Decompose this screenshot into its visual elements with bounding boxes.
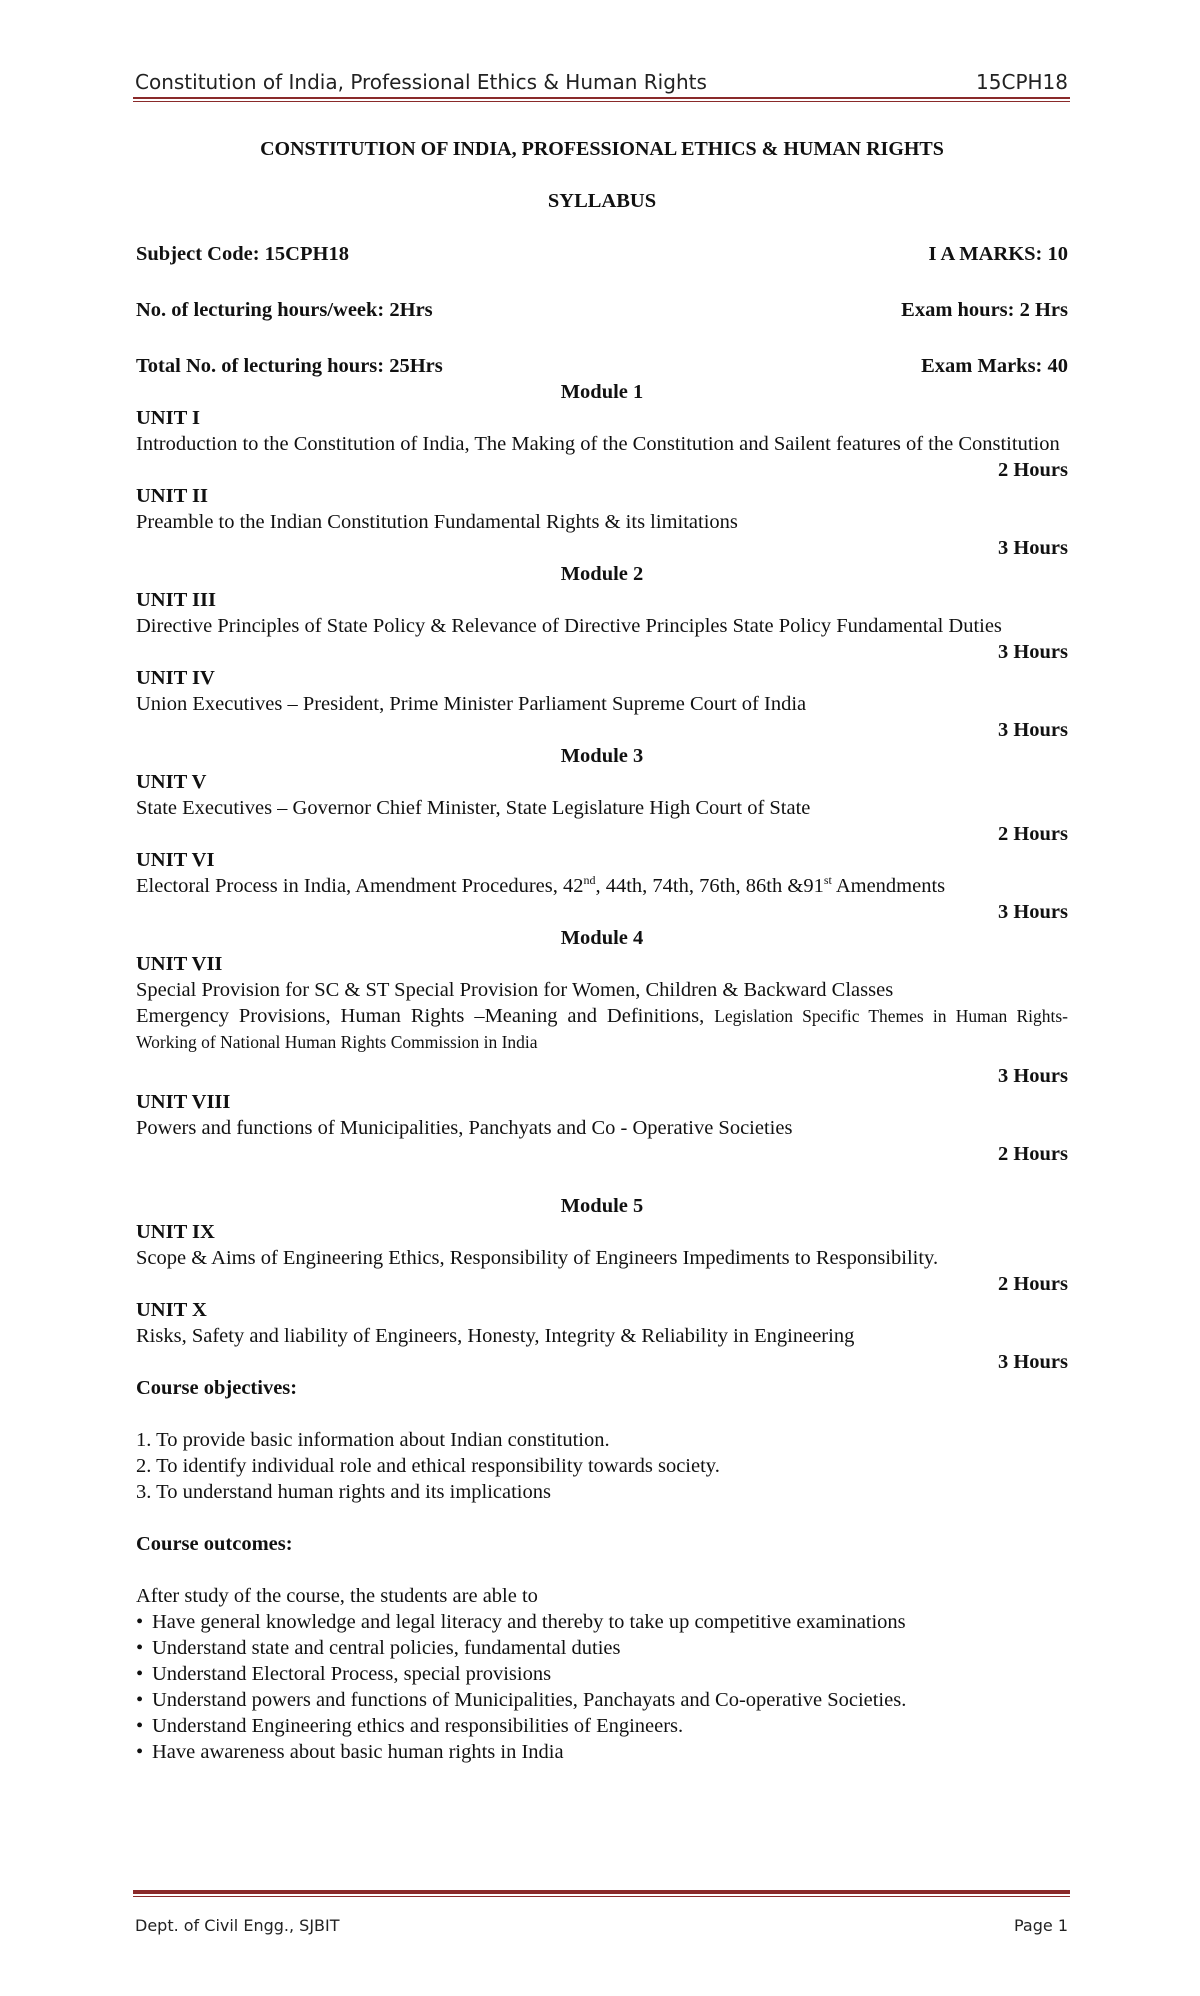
unit-description xyxy=(136,873,1068,899)
module-heading: Module 2 xyxy=(560,563,644,585)
exam-marks: Exam Marks: 40 xyxy=(921,355,1068,377)
meta-row xyxy=(136,241,1068,267)
unit-hours: 3 Hours xyxy=(997,901,1068,923)
unit-description: Union Executives – President, Prime Minister Parliament Supreme Court of India xyxy=(136,693,807,715)
desc-text: , 44th, 74th, 76th, 86th &91 xyxy=(595,875,824,897)
running-header xyxy=(135,70,1068,94)
page-number: Page 1 xyxy=(1014,1916,1068,1935)
outcome-item: • Have general knowledge and legal literacy and thereby to take up competitive examinations xyxy=(136,1609,912,1635)
unit-description xyxy=(136,1003,1068,1055)
unit-description: Introduction to the Constitution of India, The Making of the Constitution and Sailent features of the Constitution xyxy=(136,433,1060,455)
meta-row xyxy=(136,297,1068,323)
unit-hours: 2 Hours xyxy=(997,459,1068,481)
desc-text: Amendments xyxy=(831,875,946,897)
outcome-item: • Understand Electoral Process, special provisions xyxy=(136,1661,1068,1687)
unit-hours: 3 Hours xyxy=(997,719,1068,741)
unit-heading: UNIT IX xyxy=(136,1221,215,1243)
unit-heading: UNIT VII xyxy=(136,953,223,975)
desc-text: Emergency Provisions, Human Rights –Meaning and Definitions, xyxy=(136,1005,715,1027)
unit-heading: UNIT X xyxy=(136,1299,207,1321)
page-title: CONSTITUTION OF INDIA, PROFESSIONAL ETHICS & HUMAN RIGHTS xyxy=(260,138,944,160)
objectives-heading: Course objectives: xyxy=(136,1377,298,1399)
unit-hours: 3 Hours xyxy=(997,1065,1068,1087)
module-heading: Module 3 xyxy=(560,745,644,767)
unit-hours: 2 Hours xyxy=(997,823,1068,845)
unit-description: Preamble to the Indian Constitution Fundamental Rights & its limitations xyxy=(136,511,738,533)
footer-dept: Dept. of Civil Engg., SJBIT xyxy=(135,1916,340,1935)
unit-hours: 3 Hours xyxy=(997,1351,1068,1373)
superscript: st xyxy=(823,873,832,888)
unit-heading: UNIT III xyxy=(136,589,216,611)
unit-heading: UNIT I xyxy=(136,407,200,429)
desc-text: Electoral Process in India, Amendment Procedures, 42 xyxy=(136,875,584,897)
meta-row xyxy=(136,353,1068,379)
header-rule xyxy=(133,97,1070,99)
unit-hours: 2 Hours xyxy=(997,1273,1068,1295)
unit-description: Scope & Aims of Engineering Ethics, Responsibility of Engineers Impediments to Responsibility. xyxy=(136,1247,939,1269)
unit-heading: UNIT II xyxy=(136,485,208,507)
outcome-item: • Understand powers and functions of Municipalities, Panchayats and Co-operative Societies. xyxy=(136,1687,912,1713)
module-heading: Module 5 xyxy=(560,1195,644,1217)
total-hours: Total No. of lecturing hours: 25Hrs xyxy=(136,355,443,377)
outcome-item: • Understand Engineering ethics and responsibilities of Engineers. xyxy=(136,1713,1068,1739)
superscript: nd xyxy=(583,873,596,888)
header-title: Constitution of India, Professional Ethics & Human Rights xyxy=(135,70,707,94)
ia-marks: I A MARKS: 10 xyxy=(928,243,1068,265)
unit-description: Special Provision for SC & ST Special Provision for Women, Children & Backward Classes xyxy=(136,979,894,1001)
module-heading: Module 1 xyxy=(560,381,644,403)
header-rule-thin xyxy=(133,101,1070,102)
outcomes-heading: Course outcomes: xyxy=(136,1533,293,1555)
unit-heading: UNIT VIII xyxy=(136,1091,231,1113)
syllabus-content xyxy=(136,136,1068,1765)
subject-code: Subject Code: 15CPH18 xyxy=(136,243,349,265)
module-heading: Module 4 xyxy=(560,927,644,949)
exam-hours: Exam hours: 2 Hrs xyxy=(901,299,1068,321)
page-subtitle: SYLLABUS xyxy=(547,190,657,212)
outcomes-list xyxy=(136,1609,1068,1765)
footer-rule-thin xyxy=(133,1896,1070,1897)
objective-item: 2. To identify individual role and ethical responsibility towards society. xyxy=(136,1455,720,1477)
footer-rule xyxy=(133,1890,1070,1894)
outcome-item: • Have awareness about basic human rights in India xyxy=(136,1739,1068,1765)
objective-item: 1. To provide basic information about Indian constitution. xyxy=(136,1429,610,1451)
unit-hours: 3 Hours xyxy=(997,537,1068,559)
unit-description: Directive Principles of State Policy & Relevance of Directive Principles State Policy Fundamental Duties xyxy=(136,615,1002,637)
header-code: 15CPH18 xyxy=(976,70,1068,94)
unit-heading: UNIT IV xyxy=(136,667,215,689)
running-footer xyxy=(135,1916,1068,1935)
outcome-item: • Understand state and central policies, fundamental duties xyxy=(136,1635,1068,1661)
objective-item: 3. To understand human rights and its implications xyxy=(136,1481,551,1503)
unit-description: State Executives – Governor Chief Minister, State Legislature High Court of State xyxy=(136,797,811,819)
desc-text-small: Legislation Specific Themes in Human Rights- Working of National Human Rights Commission in India xyxy=(136,1006,1068,1052)
hours-per-week: No. of lecturing hours/week: 2Hrs xyxy=(136,299,433,321)
unit-hours: 3 Hours xyxy=(997,641,1068,663)
unit-description: Powers and functions of Municipalities, Panchyats and Co - Operative Societies xyxy=(136,1117,793,1139)
unit-heading: UNIT V xyxy=(136,771,207,793)
unit-hours: 2 Hours xyxy=(997,1143,1068,1165)
unit-heading: UNIT VI xyxy=(136,849,215,871)
unit-description: Risks, Safety and liability of Engineers, Honesty, Integrity & Reliability in Engineering xyxy=(136,1325,855,1347)
outcomes-intro: After study of the course, the students are able to xyxy=(136,1585,538,1607)
